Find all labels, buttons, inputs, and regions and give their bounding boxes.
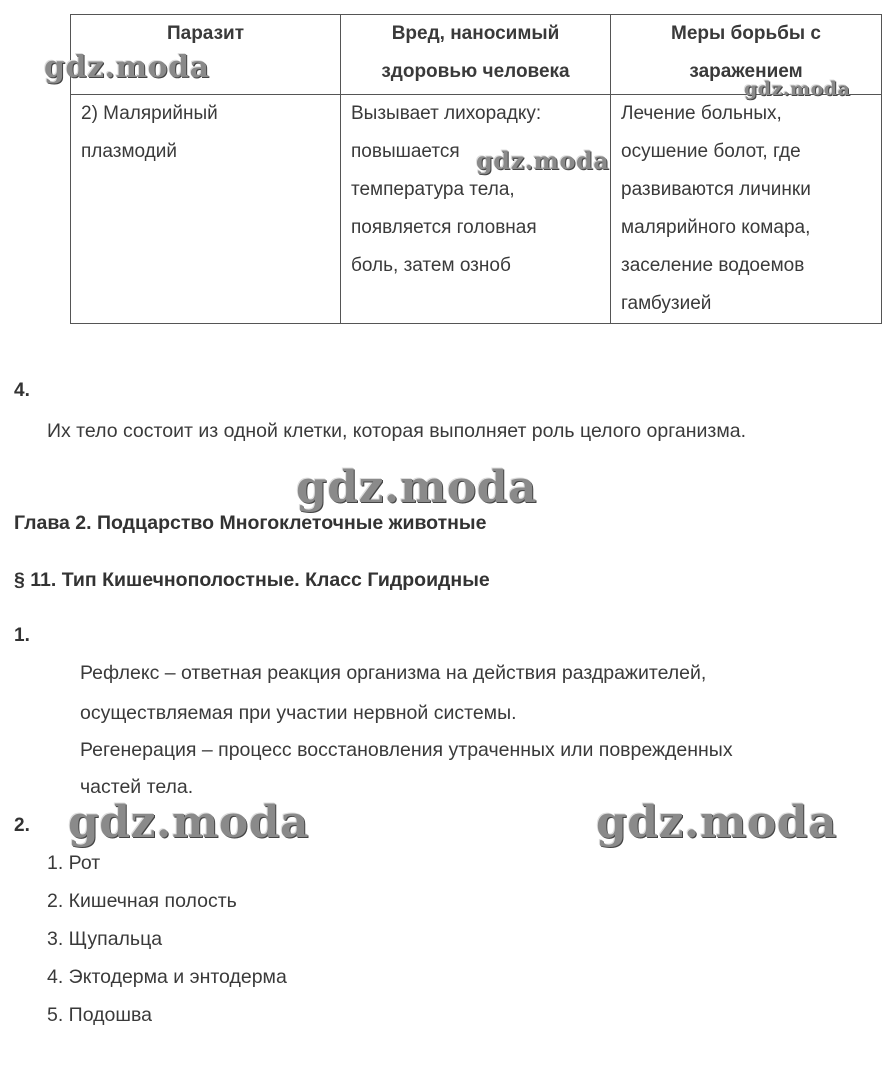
list-item: 4. Эктодерма и энтодерма: [47, 966, 287, 988]
table-header-row: [71, 15, 882, 95]
watermark: gdz.moda: [68, 797, 310, 848]
cell-parasite: 2) Малярийный плазмодий: [71, 95, 341, 324]
parasite-table: [70, 14, 882, 324]
header-harm: Вред, наносимый здоровью человека: [341, 15, 611, 95]
watermark: gdz.moda: [296, 462, 538, 513]
q4-number: 4.: [14, 380, 30, 401]
q1-number: 1.: [14, 625, 30, 646]
q2-number: 2.: [14, 815, 30, 836]
cell-measures: Лечение больных, осушение болот, где развиваются личинки малярийного комара, заселение водоемов гамбузией: [611, 95, 882, 324]
q1-line: осуществляемая при участии нервной системы.: [80, 702, 517, 724]
watermark: gdz.moda: [476, 146, 610, 175]
watermark: gdz.moda: [596, 797, 838, 848]
header-parasite: Паразит: [71, 15, 341, 95]
header-measures: Меры борьбы с заражением: [611, 15, 882, 95]
q4-answer: Их тело состоит из одной клетки, которая выполняет роль целого организма.: [47, 420, 747, 442]
q1-line: Регенерация – процесс восстановления утраченных или поврежденных: [80, 739, 733, 761]
watermark: gdz.moda: [744, 78, 851, 100]
list-item: 5. Подошва: [47, 1004, 152, 1026]
q1-line: Рефлекс – ответная реакция организма на действия раздражителей,: [80, 662, 707, 684]
cell-harm: Вызывает лихорадку: повышается температура тела, появляется головная боль, затем озноб: [341, 95, 611, 324]
list-item: 1. Рот: [47, 852, 101, 874]
watermark: gdz.moda: [44, 50, 210, 85]
list-item: 2. Кишечная полость: [47, 890, 237, 912]
q1-line: частей тела.: [80, 776, 194, 798]
section-title: § 11. Тип Кишечнополостные. Класс Гидроидные: [14, 569, 490, 591]
chapter-title: Глава 2. Подцарство Многоклеточные животные: [14, 512, 487, 534]
table-row: [71, 95, 882, 324]
list-item: 3. Щупальца: [47, 928, 163, 950]
